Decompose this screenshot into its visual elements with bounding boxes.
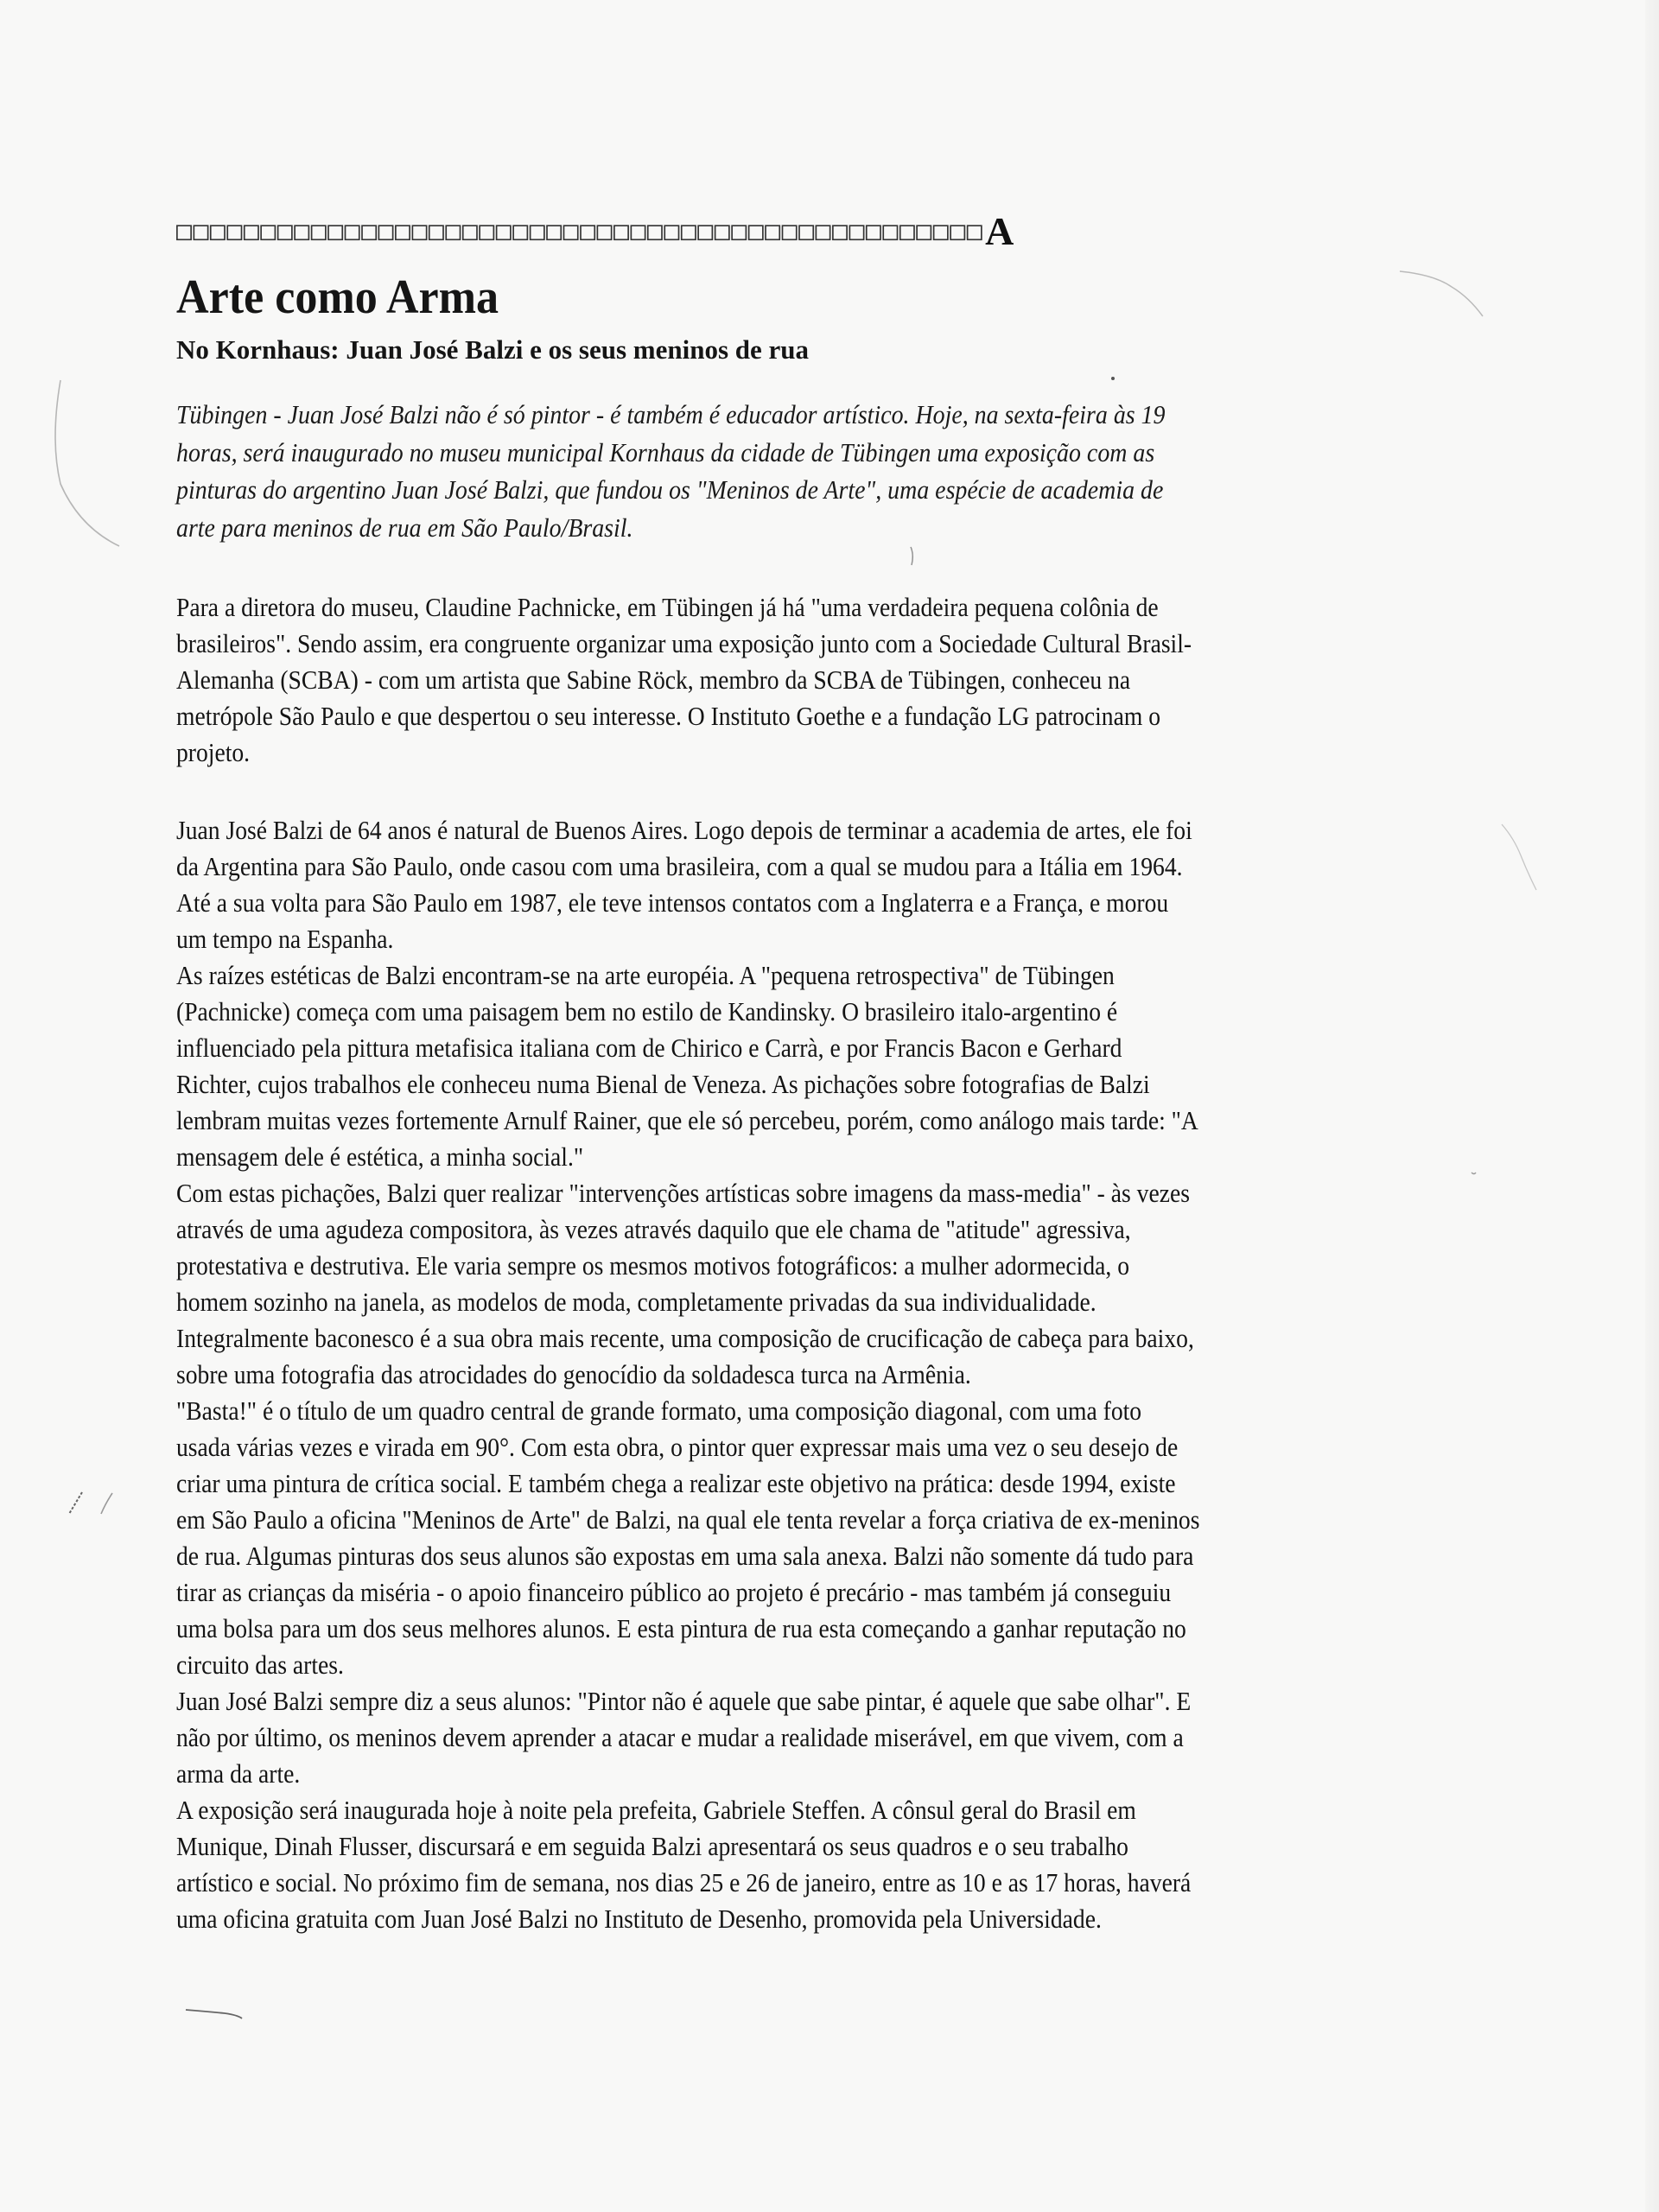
body-line: tirar as crianças da miséria - o apoio financeiro público ao projeto é precário - mas também já conseguiu — [176, 1578, 1172, 1607]
body-line: (Pachnicke) começa com uma paisagem bem no estilo de Kandinsky. O brasileiro italo-argentino é — [176, 997, 1118, 1027]
article-subtitle: No Kornhaus: Juan José Balzi e os seus meninos de rua — [176, 334, 810, 365]
section-letter: A — [985, 209, 1014, 253]
body-line: um tempo na Espanha. — [176, 925, 394, 954]
body-line: homem sozinho na janela, as modelos de moda, completamente privadas da sua individualidade. — [176, 1287, 1096, 1317]
body-line: Richter, cujos trabalhos ele conheceu numa Bienal de Veneza. As pichações sobre fotografias de Balzi — [176, 1070, 1150, 1099]
pencil-dot — [1111, 377, 1115, 380]
lead-line: arte para meninos de rua em São Paulo/Brasil. — [176, 512, 633, 543]
pencil-dash-bottom — [186, 2010, 242, 2018]
lead-line: horas, será inaugurado no museu municipal Kornhaus da cidade de Tübingen uma exposição com as — [176, 436, 1155, 467]
body-line: influenciado pela pittura metafisica italiana com de Chirico e Carrà, e por Francis Bacon e Gerhard — [176, 1033, 1122, 1063]
body-line: arma da arte. — [176, 1759, 301, 1789]
pencil-slash-2 — [101, 1493, 112, 1514]
body-line: através de uma agudeza compositora, às vezes através daquilo que ele chama de "atitude" agressiva, — [176, 1215, 1131, 1244]
body-line: metrópole São Paulo e que despertou o seu interesse. O Instituto Goethe e a fundação LG patrocinam o — [176, 702, 1161, 731]
body-line: em São Paulo a oficina "Meninos de Arte" de Balzi, na qual ele tenta revelar a força criativa de ex-meninos — [176, 1505, 1200, 1535]
body-line: uma oficina gratuita com Juan José Balzi no Instituto de Desenho, promovida pela Universidade. — [176, 1904, 1102, 1934]
body-line: Juan José Balzi de 64 anos é natural de Buenos Aires. Logo depois de terminar a academia de artes, ele foi — [176, 816, 1192, 845]
body-line: As raízes estéticas de Balzi encontram-se na arte européia. A "pequena retrospectiva" de Tübingen — [176, 961, 1115, 990]
body-line: A exposição será inaugurada hoje à noite pela prefeita, Gabriele Steffen. A cônsul geral do Brasil em — [176, 1796, 1136, 1825]
body-line: circuito das artes. — [176, 1650, 344, 1680]
body-line: da Argentina para São Paulo, onde casou com uma brasileira, com a qual se mudou para a Itália em 1964. — [176, 852, 1183, 881]
body-line: Integralmente baconesco é a sua obra mais recente, uma composição de crucificação de cabeça para baixo, — [176, 1324, 1194, 1353]
body-line: de rua. Algumas pinturas dos seus alunos são expostas em uma sala anexa. Balzi não somente dá tudo para — [176, 1541, 1194, 1571]
body-line: artístico e social. No próximo fim de semana, nos dias 25 e 26 de janeiro, entre as 10 e as 17 horas, haverá — [176, 1868, 1192, 1897]
body-line: Para a diretora do museu, Claudine Pachnicke, em Tübingen já há "uma verdadeira pequena colônia de — [176, 593, 1159, 622]
body-line: não por último, os meninos devem aprender a atacar e mudar a realidade miserável, em que vivem, com a — [176, 1723, 1184, 1752]
pencil-arc-left — [55, 380, 119, 546]
pencil-slash-1 — [69, 1492, 82, 1514]
pencil-arc-top-right — [1400, 271, 1483, 316]
pencil-tick-mid-right — [1471, 1173, 1476, 1174]
section-header — [176, 209, 1014, 253]
lead-line: Tübingen - Juan José Balzi não é só pintor - é também é educador artístico. Hoje, na sexta-feira às 19 — [176, 399, 1166, 429]
lead-line: pinturas do argentino Juan José Balzi, que fundou os "Meninos de Arte", uma espécie de academia de — [176, 474, 1164, 505]
body-line: Com estas pichações, Balzi quer realizar "intervenções artísticas sobre imagens da mass-media" - às vezes — [176, 1179, 1190, 1208]
pencil-paren — [911, 547, 912, 565]
body-line: uma bolsa para um dos seus melhores alunos. E esta pintura de rua esta começando a ganhar reputação no — [176, 1614, 1186, 1643]
body-line: Munique, Dinah Flusser, discursará e em seguida Balzi apresentará os seus quadros e o seu trabalho — [176, 1832, 1128, 1861]
body-line: usada várias vezes e virada em 90°. Com esta obra, o pintor quer expressar mais uma vez o seu desejo de — [176, 1433, 1179, 1462]
body-line: Até a sua volta para São Paulo em 1987, ele teve intensos contatos com a Inglaterra e a França, e morou — [176, 888, 1169, 918]
body-line: Juan José Balzi sempre diz a seus alunos: "Pintor não é aquele que sabe pintar, é aquele que sabe olhar". E — [176, 1687, 1192, 1716]
body-line: criar uma pintura de crítica social. E também chega a realizar este objetivo na prática: desde 1994, existe — [176, 1469, 1176, 1498]
body-line: Alemanha (SCBA) - com um artista que Sabine Röck, membro da SCBA de Tübingen, conheceu na — [176, 665, 1131, 695]
body-line: "Basta!" é o título de um quadro central de grande formato, uma composição diagonal, com uma foto — [176, 1396, 1142, 1426]
body-line: lembram muitas vezes fortemente Arnulf Rainer, que ele só percebeu, porém, como análogo mais tarde: "A — [176, 1106, 1198, 1135]
body-line: mensagem dele é estética, a minha social." — [176, 1142, 584, 1172]
body-line: sobre uma fotografia das atrocidades do genocídio da soldadesca turca na Armênia. — [176, 1360, 971, 1389]
paragraph-1 — [176, 589, 1298, 771]
paragraph-2 — [176, 812, 1307, 1937]
lead-paragraph — [176, 396, 1275, 546]
paper-edge — [1645, 0, 1659, 2212]
article-title: Arte como Arma — [176, 270, 499, 324]
body-line: brasileiros". Sendo assim, era congruente organizar uma exposição junto com a Sociedade Cultural Brasil- — [176, 629, 1192, 658]
body-line: protestativa e destrutiva. Ele varia sempre os mesmos motivos fotográficos: a mulher adormecida, o — [176, 1251, 1130, 1281]
missing-glyph-boxes: □□□□□□□□□□□□□□□□□□□□□□□□□□□□□□□□□□□□□□□□□□□□□□□□ — [176, 216, 984, 246]
pencil-tick-right — [1502, 824, 1536, 890]
body-line: projeto. — [176, 738, 251, 767]
